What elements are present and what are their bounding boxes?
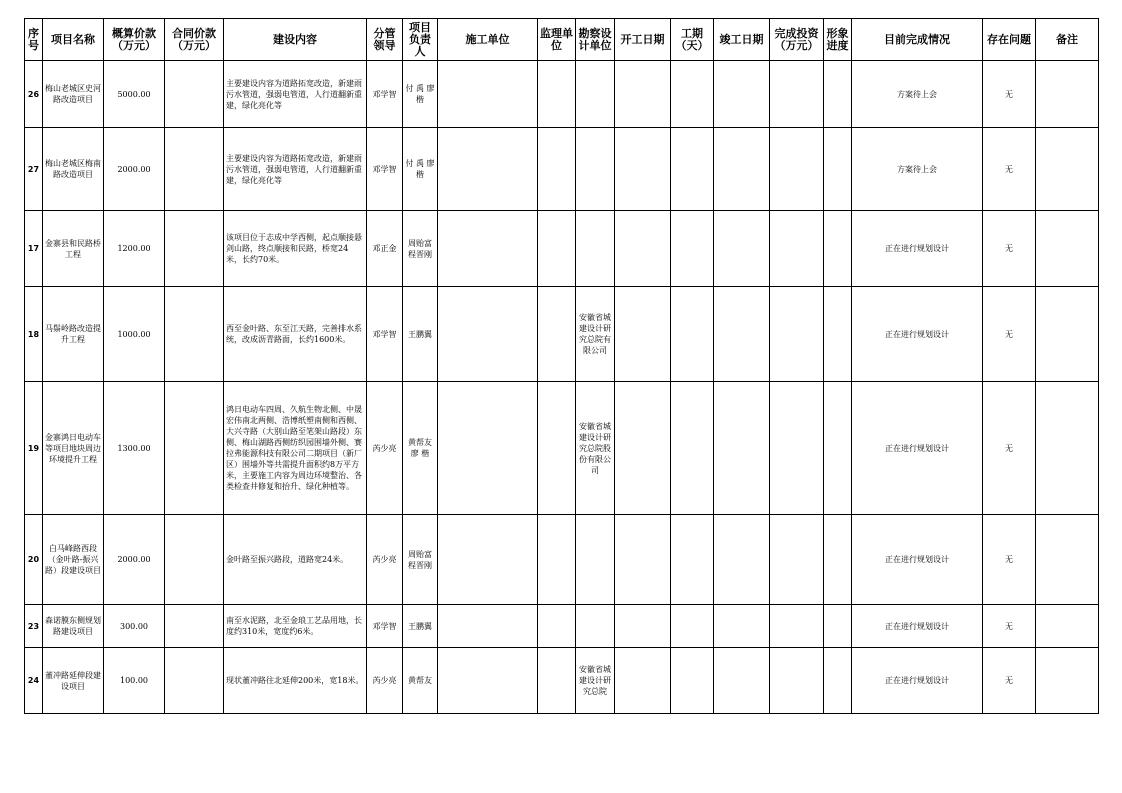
cell-owner: 付 禹 廖 楷 (403, 128, 438, 211)
cell-completed-investment (770, 287, 824, 382)
cell-image-progress (824, 211, 852, 287)
cell-construction-content: 该项目位于志成中学西侧，起点顺接悬剑山路，终点顺接和民路，桥宽24米，长约70米。 (224, 211, 367, 287)
header-start-date: 开工日期 (615, 19, 671, 61)
cell-leader: 邓学智 (367, 605, 403, 648)
cell-owner: 王鹏翼 (403, 287, 438, 382)
cell-issues: 无 (983, 128, 1036, 211)
cell-duration (671, 382, 714, 515)
cell-budget: 1000.00 (104, 287, 165, 382)
cell-image-progress (824, 61, 852, 128)
cell-duration (671, 61, 714, 128)
cell-builder (438, 128, 538, 211)
cell-owner: 黄帮友 廖 楷 (403, 382, 438, 515)
cell-construction-content: 现状董冲路往北延伸200米，宽18米。 (224, 648, 367, 714)
cell-budget: 1200.00 (104, 211, 165, 287)
cell-seq: 27 (25, 128, 43, 211)
cell-contract-price (165, 128, 224, 211)
table-row (25, 211, 1099, 287)
cell-completed-investment (770, 211, 824, 287)
table-row (25, 515, 1099, 605)
cell-current-status: 方案待上会 (852, 128, 983, 211)
cell-budget: 2000.00 (104, 515, 165, 605)
cell-contract-price (165, 515, 224, 605)
cell-seq: 17 (25, 211, 43, 287)
cell-duration (671, 287, 714, 382)
cell-surveyor (576, 61, 615, 128)
cell-finish-date (714, 605, 770, 648)
cell-seq: 18 (25, 287, 43, 382)
cell-current-status: 正在进行规划设计 (852, 515, 983, 605)
header-seq: 序号 (25, 19, 43, 61)
cell-image-progress (824, 648, 852, 714)
cell-completed-investment (770, 515, 824, 605)
cell-leader: 芮少亮 (367, 382, 403, 515)
cell-supervisor (538, 287, 576, 382)
cell-supervisor (538, 211, 576, 287)
cell-construction-content: 西至金叶路、东至江天路，完善排水系统，改成沥青路面，长约1600米。 (224, 287, 367, 382)
cell-supervisor (538, 61, 576, 128)
cell-project-name: 白马峰路西段（金叶路-振兴路）段建设项目 (43, 515, 104, 605)
header-row (25, 19, 1099, 61)
cell-completed-investment (770, 128, 824, 211)
header-surveyor: 勘察设计单位 (576, 19, 615, 61)
cell-finish-date (714, 211, 770, 287)
cell-start-date (615, 61, 671, 128)
cell-construction-content: 南至水泥路，北至金琅工艺品用地，长度约310米，宽度约6米。 (224, 605, 367, 648)
header-issues: 存在问题 (983, 19, 1036, 61)
cell-owner: 周贻富 程晋刚 (403, 515, 438, 605)
cell-image-progress (824, 382, 852, 515)
cell-contract-price (165, 211, 224, 287)
cell-completed-investment (770, 648, 824, 714)
cell-contract-price (165, 287, 224, 382)
cell-duration (671, 648, 714, 714)
cell-image-progress (824, 128, 852, 211)
cell-leader: 邓学智 (367, 287, 403, 382)
cell-finish-date (714, 128, 770, 211)
cell-surveyor (576, 515, 615, 605)
cell-owner: 黄帮友 (403, 648, 438, 714)
cell-completed-investment (770, 605, 824, 648)
cell-start-date (615, 605, 671, 648)
header-supervisor: 监理单位 (538, 19, 576, 61)
cell-current-status: 方案待上会 (852, 61, 983, 128)
cell-owner: 王鹏翼 (403, 605, 438, 648)
cell-finish-date (714, 287, 770, 382)
cell-builder (438, 382, 538, 515)
cell-current-status: 正在进行规划设计 (852, 648, 983, 714)
cell-builder (438, 61, 538, 128)
header-project-name: 项目名称 (43, 19, 104, 61)
cell-builder (438, 515, 538, 605)
cell-surveyor: 安徽省城建设计研究总院 (576, 648, 615, 714)
cell-finish-date (714, 382, 770, 515)
cell-leader: 邓学智 (367, 128, 403, 211)
cell-remarks (1036, 61, 1099, 128)
cell-finish-date (714, 61, 770, 128)
cell-start-date (615, 648, 671, 714)
header-completed-investment: 完成投资（万元） (770, 19, 824, 61)
cell-remarks (1036, 648, 1099, 714)
cell-builder (438, 605, 538, 648)
cell-owner: 周贻富 程晋刚 (403, 211, 438, 287)
table-row (25, 648, 1099, 714)
cell-duration (671, 211, 714, 287)
cell-seq: 19 (25, 382, 43, 515)
cell-supervisor (538, 382, 576, 515)
cell-contract-price (165, 382, 224, 515)
header-image-progress: 形象进度 (824, 19, 852, 61)
cell-duration (671, 605, 714, 648)
table-row (25, 128, 1099, 211)
table-row (25, 605, 1099, 648)
cell-leader: 邓正金 (367, 211, 403, 287)
cell-seq: 23 (25, 605, 43, 648)
cell-surveyor: 安徽省城建设计研究总院股份有限公司 (576, 382, 615, 515)
header-builder: 施工单位 (438, 19, 538, 61)
cell-surveyor (576, 128, 615, 211)
cell-project-name: 梅山老城区梅南路改造项目 (43, 128, 104, 211)
cell-remarks (1036, 211, 1099, 287)
cell-contract-price (165, 61, 224, 128)
cell-issues: 无 (983, 61, 1036, 128)
cell-issues: 无 (983, 211, 1036, 287)
cell-completed-investment (770, 61, 824, 128)
cell-current-status: 正在进行规划设计 (852, 211, 983, 287)
cell-duration (671, 128, 714, 211)
header-duration: 工期（天） (671, 19, 714, 61)
cell-remarks (1036, 382, 1099, 515)
cell-builder (438, 287, 538, 382)
cell-project-name: 梅山老城区史河路改造项目 (43, 61, 104, 128)
cell-image-progress (824, 287, 852, 382)
cell-remarks (1036, 128, 1099, 211)
cell-issues: 无 (983, 382, 1036, 515)
cell-leader: 芮少亮 (367, 515, 403, 605)
cell-budget: 300.00 (104, 605, 165, 648)
cell-budget: 5000.00 (104, 61, 165, 128)
cell-contract-price (165, 605, 224, 648)
cell-project-name: 森诺膜东侧规划路建设项目 (43, 605, 104, 648)
cell-project-name: 马鬃岭路改造提升工程 (43, 287, 104, 382)
cell-completed-investment (770, 382, 824, 515)
cell-issues: 无 (983, 648, 1036, 714)
cell-construction-content: 主要建设内容为道路拓宽改造，新建雨污水管道，强弱电管道，人行道翻新重建，绿化亮化等 (224, 128, 367, 211)
cell-image-progress (824, 605, 852, 648)
cell-current-status: 正在进行规划设计 (852, 605, 983, 648)
cell-start-date (615, 382, 671, 515)
cell-surveyor (576, 605, 615, 648)
header-construction-content: 建设内容 (224, 19, 367, 61)
table-row (25, 382, 1099, 515)
cell-supervisor (538, 648, 576, 714)
cell-seq: 26 (25, 61, 43, 128)
cell-builder (438, 648, 538, 714)
cell-start-date (615, 128, 671, 211)
cell-owner: 付 禹 廖 楷 (403, 61, 438, 128)
cell-start-date (615, 211, 671, 287)
header-remarks: 备注 (1036, 19, 1099, 61)
cell-current-status: 正在进行规划设计 (852, 382, 983, 515)
cell-contract-price (165, 648, 224, 714)
table-row (25, 287, 1099, 382)
header-leader: 分管领导 (367, 19, 403, 61)
cell-issues: 无 (983, 287, 1036, 382)
cell-leader: 芮少亮 (367, 648, 403, 714)
cell-surveyor: 安徽省城建设计研究总院有限公司 (576, 287, 615, 382)
cell-current-status: 正在进行规划设计 (852, 287, 983, 382)
cell-start-date (615, 287, 671, 382)
cell-leader: 邓学智 (367, 61, 403, 128)
cell-project-name: 金寨县和民路桥工程 (43, 211, 104, 287)
cell-duration (671, 515, 714, 605)
cell-budget: 2000.00 (104, 128, 165, 211)
cell-remarks (1036, 515, 1099, 605)
cell-remarks (1036, 287, 1099, 382)
cell-issues: 无 (983, 605, 1036, 648)
cell-start-date (615, 515, 671, 605)
cell-project-name: 董冲路延伸段建设项目 (43, 648, 104, 714)
cell-builder (438, 211, 538, 287)
cell-construction-content: 金叶路至振兴路段，道路宽24米。 (224, 515, 367, 605)
header-current-status: 目前完成情况 (852, 19, 983, 61)
cell-supervisor (538, 128, 576, 211)
cell-supervisor (538, 605, 576, 648)
cell-issues: 无 (983, 515, 1036, 605)
cell-supervisor (538, 515, 576, 605)
cell-budget: 1300.00 (104, 382, 165, 515)
header-budget: 概算价款（万元） (104, 19, 165, 61)
cell-seq: 20 (25, 515, 43, 605)
cell-image-progress (824, 515, 852, 605)
cell-budget: 100.00 (104, 648, 165, 714)
cell-seq: 24 (25, 648, 43, 714)
cell-finish-date (714, 648, 770, 714)
cell-project-name: 金寨鸿日电动车等项目地块周边环境提升工程 (43, 382, 104, 515)
cell-surveyor (576, 211, 615, 287)
header-contract-price: 合同价款（万元） (165, 19, 224, 61)
cell-construction-content: 鸿日电动车四周、久航生物北侧、中晟宏伟南北两侧、浩博纸塑南侧和西侧、大兴寺路（大别山路至笔架山路段）东侧、梅山湖路西侧纺织园围墙外侧、赛拉弗能源科技有限公司二期项目（新厂区）围墙外等共需提升面积约8万平方米，主要施工内容为周边环境整治、各类检查井修复和抬升、绿化种植等。 (224, 382, 367, 515)
header-owner: 项目负责人 (403, 19, 438, 61)
cell-finish-date (714, 515, 770, 605)
project-progress-table (24, 18, 1099, 714)
header-finish-date: 竣工日期 (714, 19, 770, 61)
cell-construction-content: 主要建设内容为道路拓宽改造，新建雨污水管道，强弱电管道，人行道翻新重建，绿化亮化等 (224, 61, 367, 128)
table-row (25, 61, 1099, 128)
cell-remarks (1036, 605, 1099, 648)
